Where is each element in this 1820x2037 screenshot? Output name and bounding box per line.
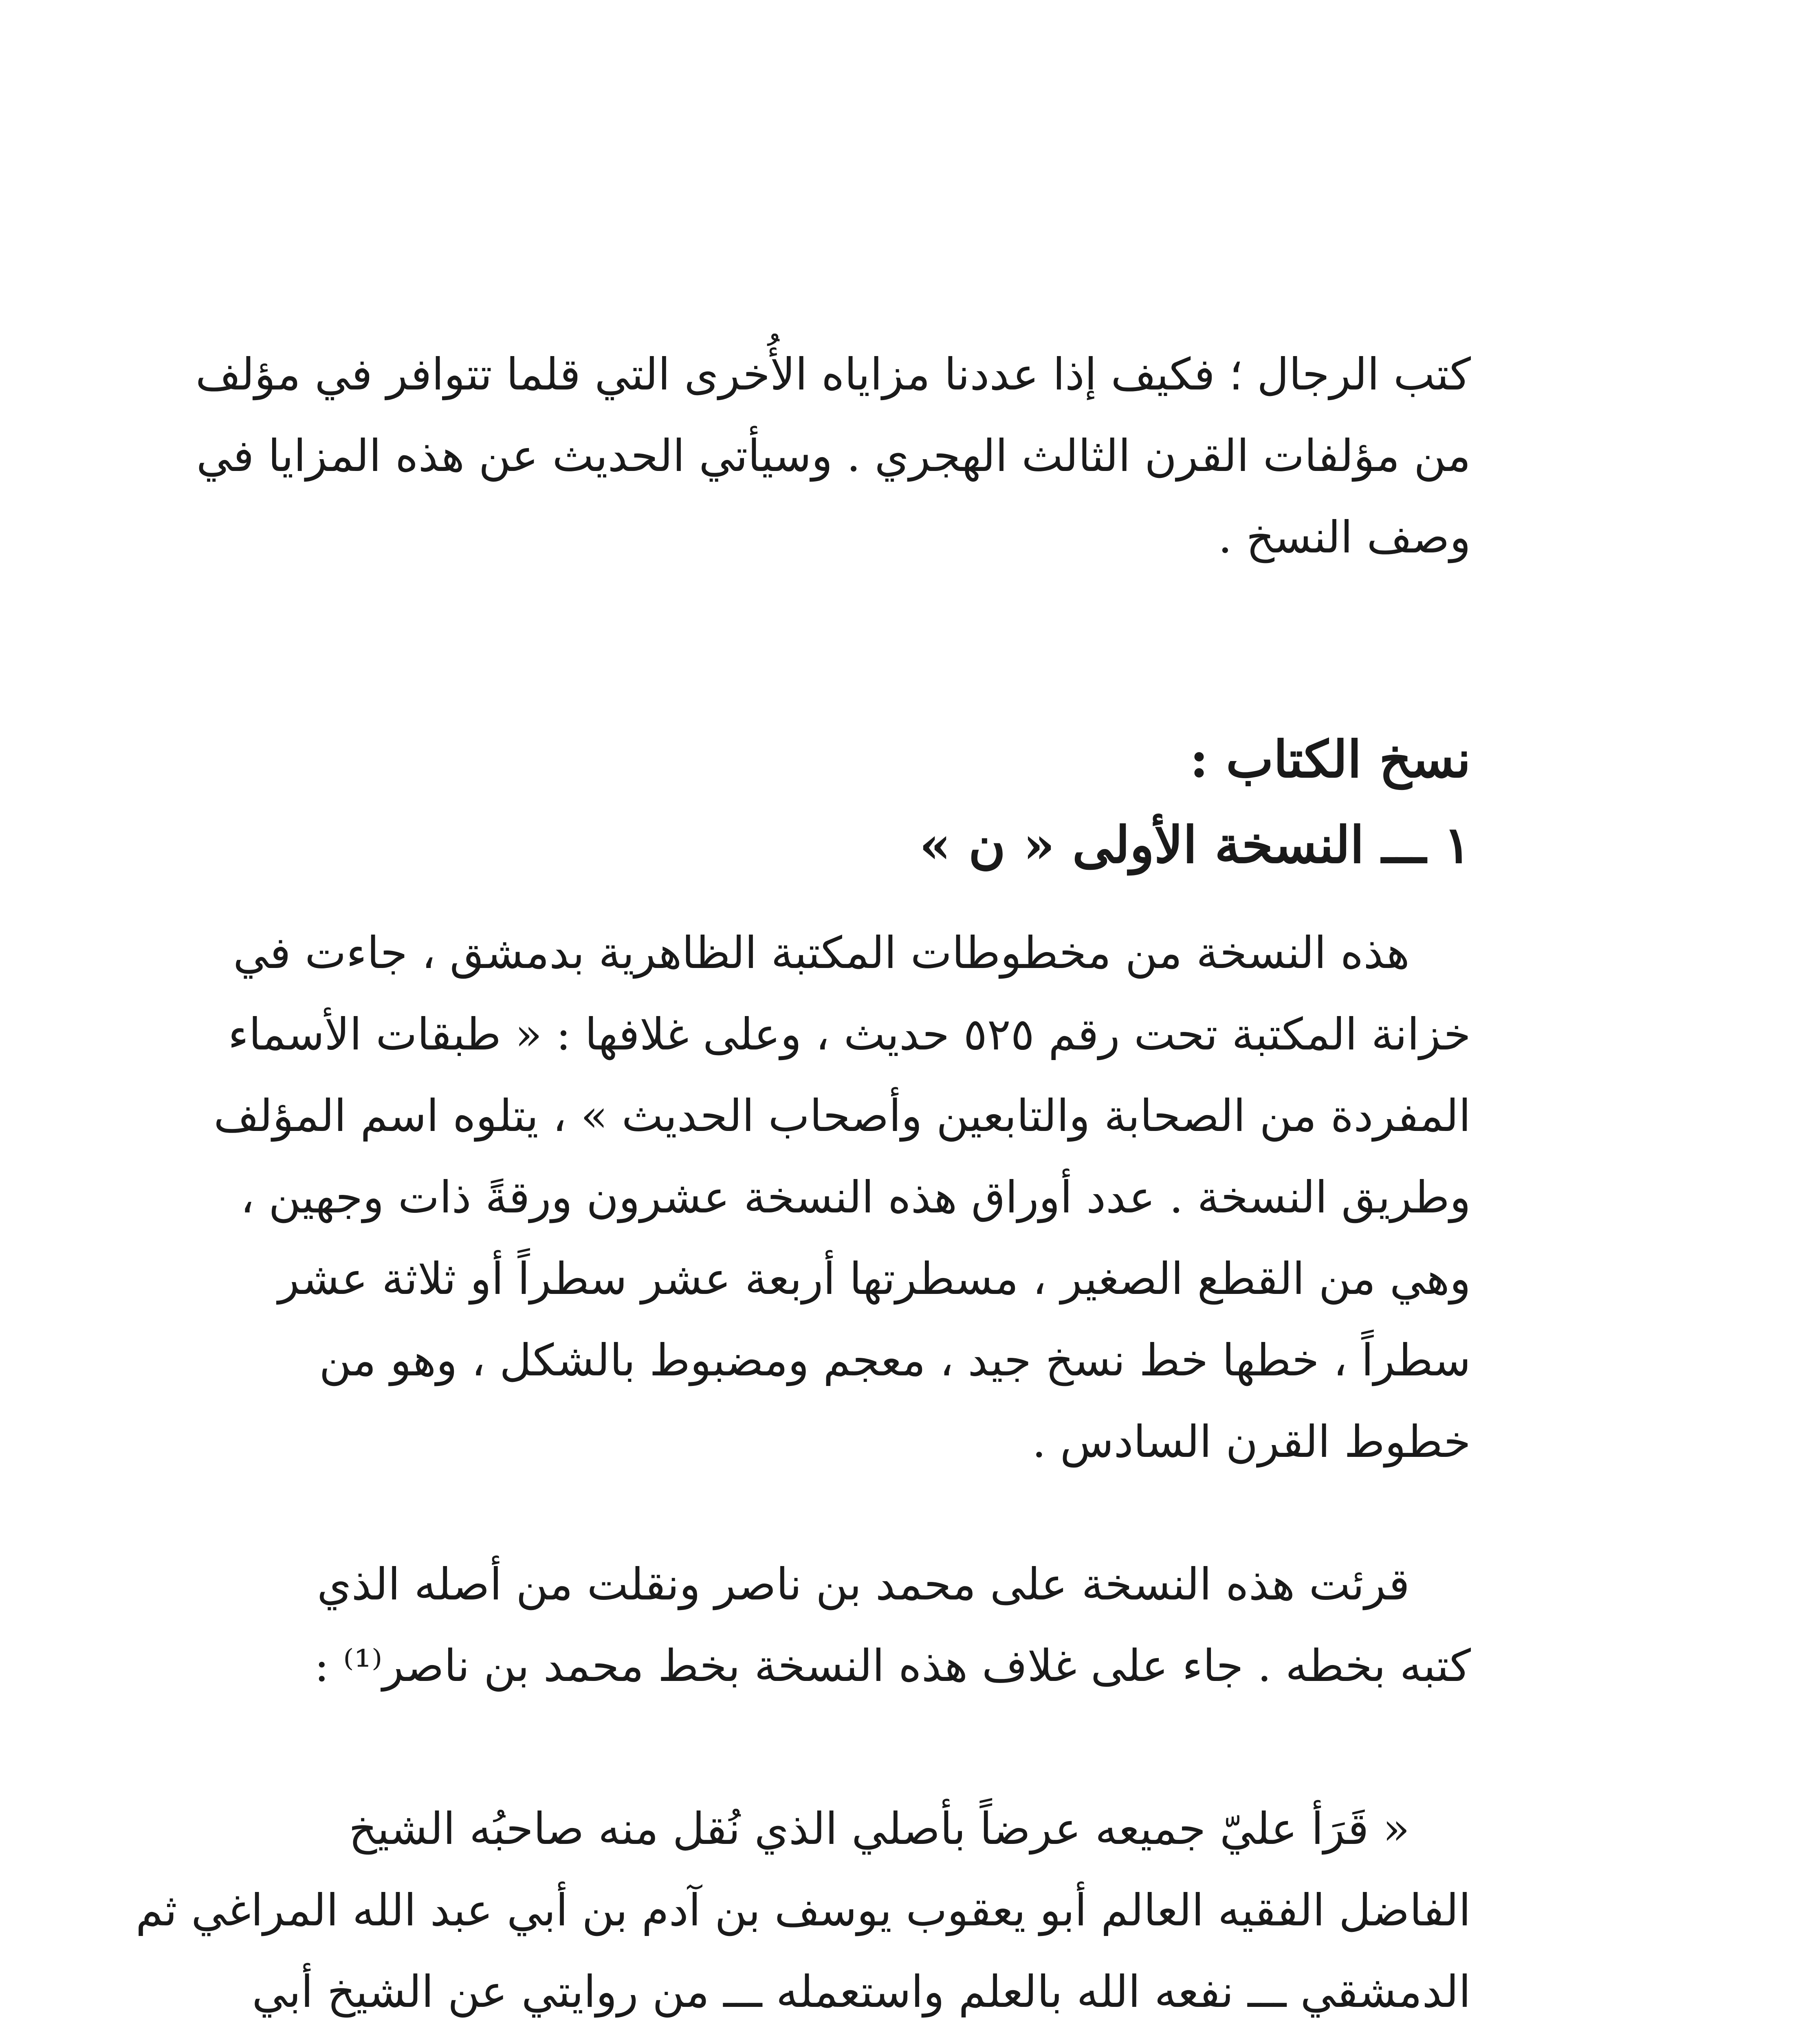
intro-paragraph bbox=[195, 334, 1471, 579]
text-line: هذه النسخة من مخطوطات المكتبة الظاهرية بدمشق ، جاءت في bbox=[233, 928, 1410, 979]
subsection-heading: ١ ـــ النسخة الأولى « ن » bbox=[919, 816, 1471, 875]
text-line: كتب الرجال ؛ فكيف إذا عددنا مزاياه الأُخرى التي قلما تتوافر في مؤلف bbox=[195, 349, 1471, 400]
reading-note-paragraph bbox=[314, 1544, 1471, 1707]
text-line: كتبه بخطه . جاء على غلاف هذه النسخة بخط محمد بن ناصر⁽¹⁾ : bbox=[314, 1641, 1471, 1692]
section-heading: نسخ الكتاب : bbox=[1190, 730, 1471, 789]
quotation-paragraph bbox=[135, 1788, 1471, 2033]
manuscript-description-paragraph bbox=[213, 913, 1471, 1483]
text-line: خزانة المكتبة تحت رقم ٥٢٥ حديث ، وعلى غلافها : « طبقات الأسماء bbox=[228, 1009, 1471, 1060]
section-heading-block bbox=[359, 717, 1471, 888]
text-line: الدمشقي ـــ نفعه الله بالعلم واستعمله ـــ من روايتي عن الشيخ أبي bbox=[252, 1967, 1471, 2017]
text-line: المفردة من الصحابة والتابعين وأصحاب الحديث » ، يتلوه اسم المؤلف bbox=[213, 1091, 1471, 1142]
text-line: وصف النسخ . bbox=[1218, 512, 1471, 563]
text-line: قرئت هذه النسخة على محمد بن ناصر ونقلت من أصله الذي bbox=[317, 1559, 1410, 1610]
text-line: الفاضل الفقيه العالم أبو يعقوب يوسف بن آدم بن أبي عبد الله المراغي ثم bbox=[135, 1885, 1471, 1936]
text-line: « قَرَأ عليّ جميعه عرضاً بأصلي الذي نُقل منه صاحبُه الشيخ bbox=[348, 1804, 1410, 1854]
text-line: من مؤلفات القرن الثالث الهجري . وسيأتي الحديث عن هذه المزايا في bbox=[196, 431, 1471, 482]
text-line: سطراً ، خطها خط نسخ جيد ، معجم ومضبوط بالشكل ، وهو من bbox=[319, 1335, 1471, 1386]
text-line: وهي من القطع الصغير ، مسطرتها أربعة عشر سطراً أو ثلاثة عشر bbox=[278, 1254, 1471, 1304]
text-line: وطريق النسخة . عدد أوراق هذه النسخة عشرون ورقةً ذات وجهين ، bbox=[240, 1172, 1471, 1223]
text-line: خطوط القرن السادس . bbox=[1032, 1417, 1471, 1467]
